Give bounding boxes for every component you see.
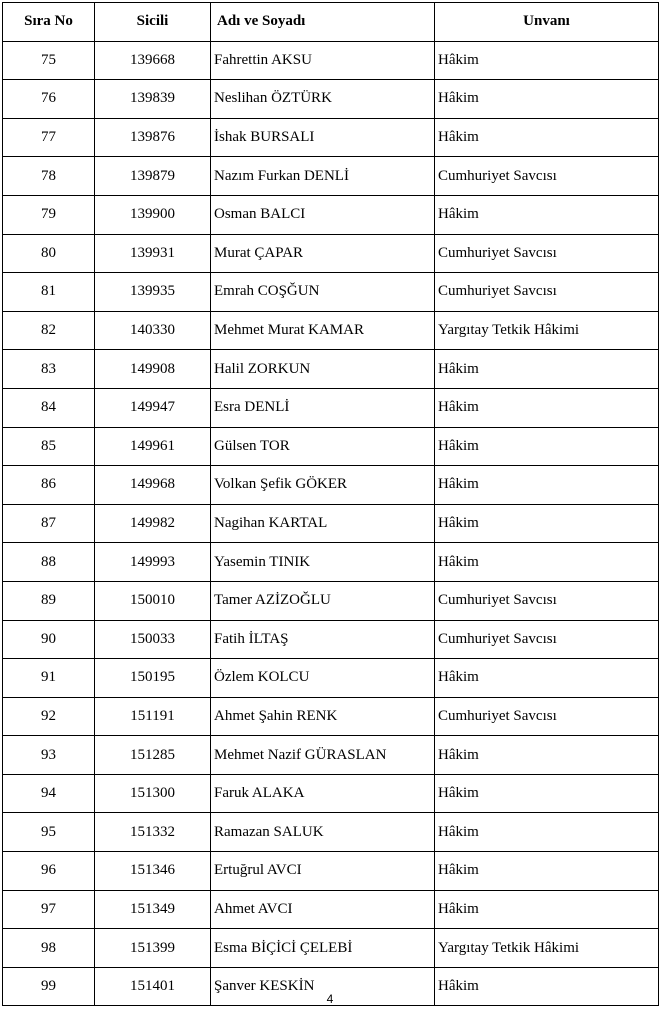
cell-sicili: 139900 — [95, 195, 211, 234]
cell-adi-soyadi: Emrah COŞĞUN — [211, 273, 435, 312]
table-row — [3, 118, 659, 157]
cell-adi-soyadi: Fahrettin AKSU — [211, 41, 435, 80]
cell-unvani: Hâkim — [435, 736, 659, 775]
table-row — [3, 852, 659, 891]
cell-sicili: 149947 — [95, 388, 211, 427]
cell-adi-soyadi: Faruk ALAKA — [211, 774, 435, 813]
personnel-table — [2, 2, 659, 1006]
cell-unvani: Hâkim — [435, 388, 659, 427]
cell-sicili: 139668 — [95, 41, 211, 80]
cell-sira-no: 90 — [3, 620, 95, 659]
header-sicili: Sicili — [95, 3, 211, 42]
cell-sira-no: 80 — [3, 234, 95, 273]
cell-adi-soyadi: Özlem KOLCU — [211, 659, 435, 698]
table-row — [3, 234, 659, 273]
cell-adi-soyadi: Ahmet Şahin RENK — [211, 697, 435, 736]
cell-adi-soyadi: Şanver KESKİN — [211, 967, 435, 1006]
cell-unvani: Hâkim — [435, 80, 659, 119]
cell-unvani: Yargıtay Tetkik Hâkimi — [435, 929, 659, 968]
cell-sira-no: 89 — [3, 581, 95, 620]
table-row — [3, 466, 659, 505]
cell-adi-soyadi: Neslihan ÖZTÜRK — [211, 80, 435, 119]
table-row — [3, 157, 659, 196]
table-row — [3, 659, 659, 698]
page-number: 4 — [326, 992, 334, 1006]
cell-unvani: Yargıtay Tetkik Hâkimi — [435, 311, 659, 350]
cell-sira-no: 79 — [3, 195, 95, 234]
cell-adi-soyadi: Volkan Şefik GÖKER — [211, 466, 435, 505]
cell-adi-soyadi: Gülsen TOR — [211, 427, 435, 466]
cell-sicili: 151349 — [95, 890, 211, 929]
header-adi-soyadi: Adı ve Soyadı — [211, 3, 435, 42]
cell-sicili: 149961 — [95, 427, 211, 466]
cell-sira-no: 93 — [3, 736, 95, 775]
cell-sira-no: 75 — [3, 41, 95, 80]
cell-sira-no: 84 — [3, 388, 95, 427]
table-row — [3, 427, 659, 466]
cell-sicili: 149908 — [95, 350, 211, 389]
header-unvani: Unvanı — [435, 3, 659, 42]
cell-sira-no: 78 — [3, 157, 95, 196]
cell-unvani: Hâkim — [435, 41, 659, 80]
cell-sicili: 139931 — [95, 234, 211, 273]
cell-adi-soyadi: Ertuğrul AVCI — [211, 852, 435, 891]
table-row — [3, 388, 659, 427]
cell-sira-no: 77 — [3, 118, 95, 157]
table-row — [3, 813, 659, 852]
cell-sicili: 150195 — [95, 659, 211, 698]
cell-unvani: Hâkim — [435, 118, 659, 157]
cell-sicili: 149993 — [95, 543, 211, 582]
table-row — [3, 890, 659, 929]
cell-sira-no: 86 — [3, 466, 95, 505]
cell-unvani: Cumhuriyet Savcısı — [435, 581, 659, 620]
table-row — [3, 504, 659, 543]
cell-unvani: Hâkim — [435, 427, 659, 466]
cell-sicili: 151191 — [95, 697, 211, 736]
table-row — [3, 581, 659, 620]
cell-unvani: Cumhuriyet Savcısı — [435, 697, 659, 736]
cell-adi-soyadi: Nagihan KARTAL — [211, 504, 435, 543]
table-row — [3, 543, 659, 582]
table-row — [3, 41, 659, 80]
cell-sicili: 151346 — [95, 852, 211, 891]
cell-sira-no: 94 — [3, 774, 95, 813]
table-row — [3, 273, 659, 312]
cell-unvani: Cumhuriyet Savcısı — [435, 273, 659, 312]
cell-adi-soyadi: Yasemin TINIK — [211, 543, 435, 582]
cell-unvani: Hâkim — [435, 852, 659, 891]
cell-sicili: 149968 — [95, 466, 211, 505]
cell-adi-soyadi: Esra DENLİ — [211, 388, 435, 427]
cell-adi-soyadi: Tamer AZİZOĞLU — [211, 581, 435, 620]
cell-unvani: Cumhuriyet Savcısı — [435, 157, 659, 196]
cell-sira-no: 96 — [3, 852, 95, 891]
cell-adi-soyadi: Osman BALCI — [211, 195, 435, 234]
cell-unvani: Hâkim — [435, 967, 659, 1006]
header-row — [3, 3, 659, 42]
cell-sicili: 151332 — [95, 813, 211, 852]
table-row — [3, 774, 659, 813]
table-row — [3, 929, 659, 968]
cell-sira-no: 81 — [3, 273, 95, 312]
cell-unvani: Hâkim — [435, 774, 659, 813]
cell-sicili: 139876 — [95, 118, 211, 157]
cell-unvani: Cumhuriyet Savcısı — [435, 620, 659, 659]
cell-sira-no: 82 — [3, 311, 95, 350]
cell-sira-no: 88 — [3, 543, 95, 582]
cell-sicili: 139935 — [95, 273, 211, 312]
cell-sicili: 140330 — [95, 311, 211, 350]
cell-sicili: 150010 — [95, 581, 211, 620]
cell-unvani: Cumhuriyet Savcısı — [435, 234, 659, 273]
cell-unvani: Hâkim — [435, 659, 659, 698]
cell-sira-no: 95 — [3, 813, 95, 852]
cell-sira-no: 92 — [3, 697, 95, 736]
table-body — [3, 41, 659, 1006]
cell-sira-no: 83 — [3, 350, 95, 389]
table-row — [3, 736, 659, 775]
cell-unvani: Hâkim — [435, 543, 659, 582]
cell-adi-soyadi: Ramazan SALUK — [211, 813, 435, 852]
cell-adi-soyadi: İshak BURSALI — [211, 118, 435, 157]
table-row — [3, 195, 659, 234]
cell-sira-no: 99 — [3, 967, 95, 1006]
cell-sicili: 149982 — [95, 504, 211, 543]
cell-sicili: 151399 — [95, 929, 211, 968]
table-row — [3, 350, 659, 389]
cell-sicili: 139839 — [95, 80, 211, 119]
cell-sira-no: 85 — [3, 427, 95, 466]
cell-sicili: 151285 — [95, 736, 211, 775]
cell-adi-soyadi: Murat ÇAPAR — [211, 234, 435, 273]
cell-unvani: Hâkim — [435, 350, 659, 389]
cell-adi-soyadi: Mehmet Murat KAMAR — [211, 311, 435, 350]
cell-unvani: Hâkim — [435, 504, 659, 543]
cell-adi-soyadi: Nazım Furkan DENLİ — [211, 157, 435, 196]
cell-sira-no: 87 — [3, 504, 95, 543]
table-row — [3, 80, 659, 119]
cell-sicili: 151300 — [95, 774, 211, 813]
cell-sira-no: 91 — [3, 659, 95, 698]
table-row — [3, 620, 659, 659]
table-row — [3, 697, 659, 736]
cell-sicili: 139879 — [95, 157, 211, 196]
cell-unvani: Hâkim — [435, 195, 659, 234]
header-sira-no: Sıra No — [3, 3, 95, 42]
cell-sicili: 151401 — [95, 967, 211, 1006]
cell-adi-soyadi: Esma BİÇİCİ ÇELEBİ — [211, 929, 435, 968]
cell-unvani: Hâkim — [435, 466, 659, 505]
cell-adi-soyadi: Halil ZORKUN — [211, 350, 435, 389]
table-header — [3, 3, 659, 42]
cell-unvani: Hâkim — [435, 890, 659, 929]
cell-adi-soyadi: Ahmet AVCI — [211, 890, 435, 929]
cell-sira-no: 97 — [3, 890, 95, 929]
table-row — [3, 311, 659, 350]
cell-sicili: 150033 — [95, 620, 211, 659]
cell-sira-no: 98 — [3, 929, 95, 968]
cell-unvani: Hâkim — [435, 813, 659, 852]
cell-sira-no: 76 — [3, 80, 95, 119]
cell-adi-soyadi: Fatih İLTAŞ — [211, 620, 435, 659]
cell-adi-soyadi: Mehmet Nazif GÜRASLAN — [211, 736, 435, 775]
